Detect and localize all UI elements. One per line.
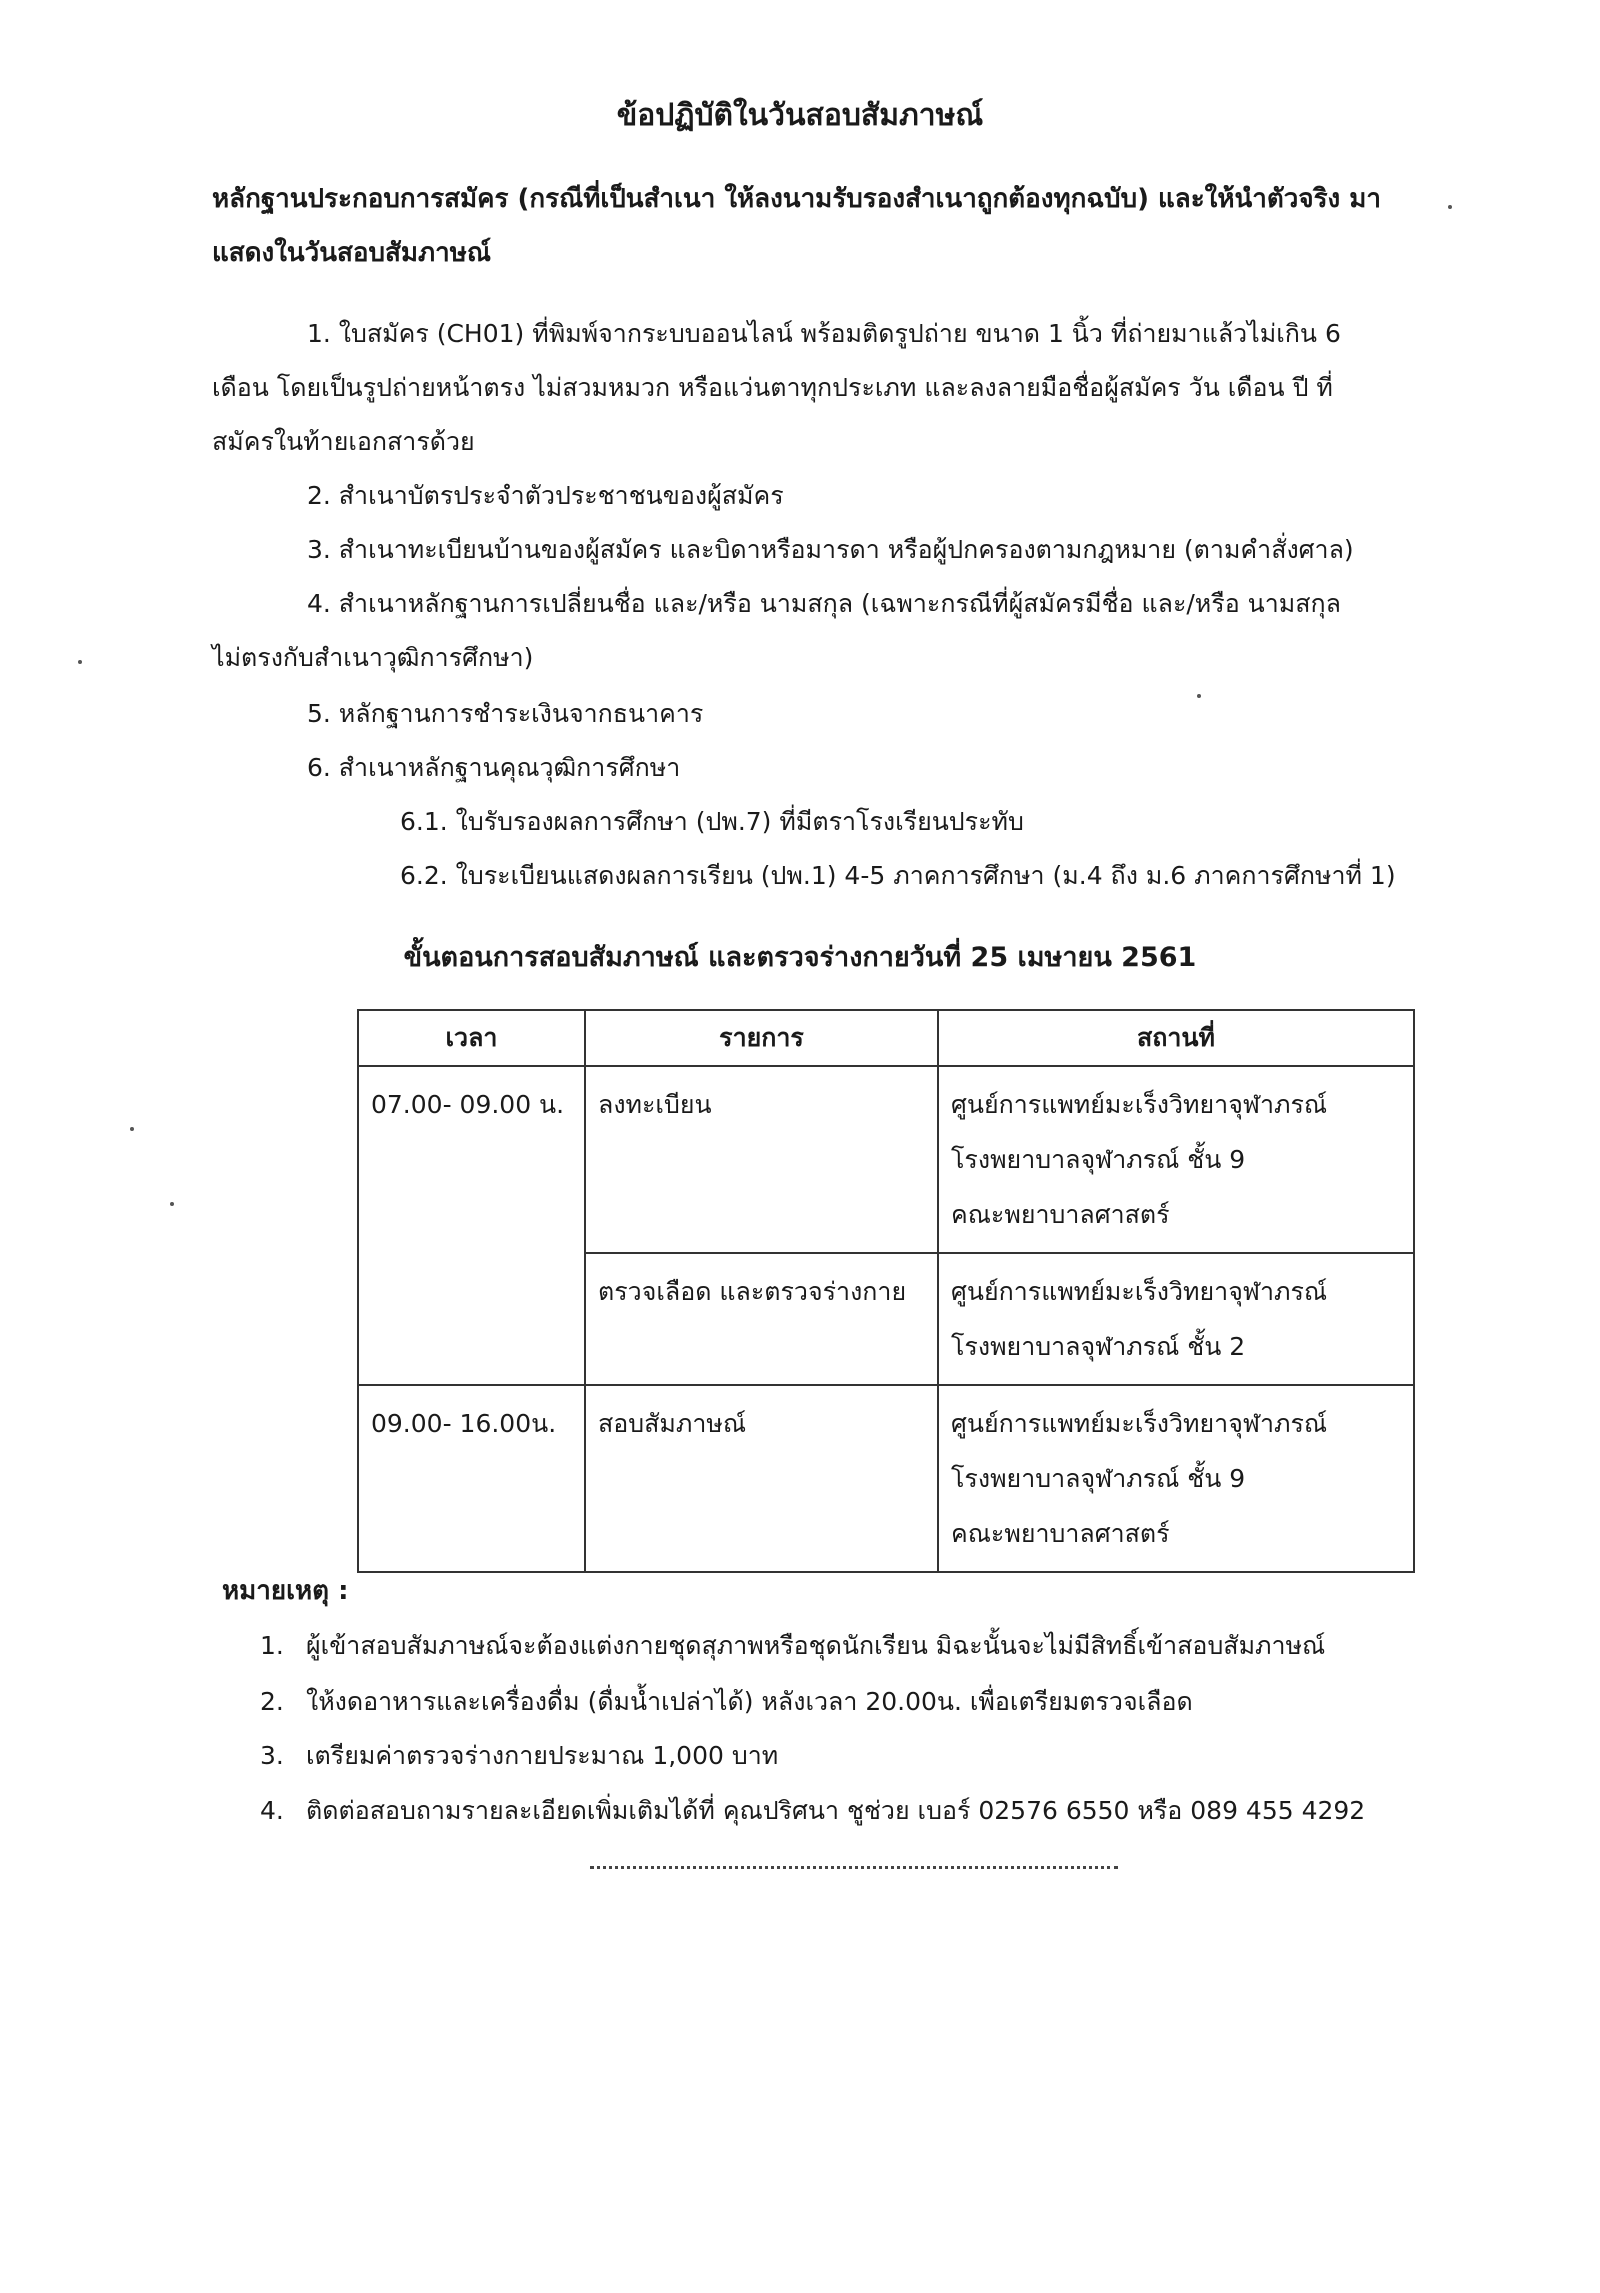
activity-cell: ตรวจเลือด และตรวจร่างกาย [585,1253,938,1385]
place-line: โรงพยาบาลจุฬาภรณ์ ชั้น 9 [951,1145,1246,1174]
note-text: ให้งดอาหารและเครื่องดื่ม (ดื่มน้ำเปล่าได้) หลังเวลา 20.00น. เพื่อเตรียมตรวจเลือด [306,1687,1193,1716]
note-number: 2. [260,1687,284,1716]
document-item-6-2: 6.2. ใบระเบียนแสดงผลการเรียน (ปพ.1) 4-5 ภาคการศึกษา (ม.4 ถึง ม.6 ภาคการศึกษาที่ 1) [400,861,1396,890]
note-number: 4. [260,1796,284,1825]
document-item-6-1: 6.1. ใบรับรองผลการศึกษา (ปพ.7) ที่มีตราโรงเรียนประทับ [400,807,1024,836]
time-cell: 07.00- 09.00 น. [358,1066,585,1385]
table-header-row [358,1010,1414,1066]
scan-speck [1448,205,1452,209]
document-item-1: 1. ใบสมัคร (CH01) ที่พิมพ์จากระบบออนไลน์ พร้อมติดรูปถ่าย ขนาด 1 นิ้ว ที่ถ่ายมาแล้วไม่เกิน 6 [307,319,1341,348]
place-cell [938,1385,1414,1572]
scan-speck [170,1202,174,1206]
note-number: 1. [260,1631,284,1660]
scan-speck [1197,694,1201,698]
place-line: ศูนย์การแพทย์มะเร็งวิทยาจุฬาภรณ์ [951,1090,1328,1119]
document-item-2: 2. สำเนาบัตรประจำตัวประชาชนของผู้สมัคร [307,481,784,510]
time-cell: 09.00- 16.00น. [358,1385,585,1572]
note-item [260,1682,1193,1722]
document-item-3: 3. สำเนาทะเบียนบ้านของผู้สมัคร และบิดาหรือมารดา หรือผู้ปกครองตามกฎหมาย (ตามคำสั่งศาล) [307,535,1354,564]
place-cell [938,1066,1414,1253]
table-row [358,1385,1414,1572]
scan-speck [130,1127,134,1131]
document-item-5: 5. หลักฐานการชำระเงินจากธนาคาร [307,699,704,728]
notes-title: หมายเหตุ : [222,1576,349,1606]
place-line: โรงพยาบาลจุฬาภรณ์ ชั้น 2 [951,1332,1246,1361]
document-item-1-cont2: สมัครในท้ายเอกสารด้วย [212,427,475,456]
note-text: ผู้เข้าสอบสัมภาษณ์จะต้องแต่งกายชุดสุภาพหรือชุดนักเรียน มิฉะนั้นจะไม่มีสิทธิ์เข้าสอบสัมภาษณ์ [306,1631,1326,1660]
place-line: คณะพยาบาลศาสตร์ [951,1519,1170,1548]
document-item-1-cont: เดือน โดยเป็นรูปถ่ายหน้าตรง ไม่สวมหมวก หรือแว่นตาทุกประเภท และลงลายมือชื่อผู้สมัคร วัน เดือน ปี ที่ [212,373,1333,402]
place-line: ศูนย์การแพทย์มะเร็งวิทยาจุฬาภรณ์ [951,1409,1328,1438]
activity-cell: สอบสัมภาษณ์ [585,1385,938,1572]
page-title: ข้อปฏิบัติในวันสอบสัมภาษณ์ [616,98,984,133]
note-item [260,1626,1325,1666]
header-time: เวลา [358,1010,585,1066]
place-line: คณะพยาบาลศาสตร์ [951,1200,1170,1229]
header-activity: รายการ [585,1010,938,1066]
note-text: ติดต่อสอบถามรายละเอียดเพิ่มเติมได้ที่ คุณปริศนา ชูช่วย เบอร์ 02576 6550 หรือ 089 455 4292 [306,1796,1366,1825]
schedule-title: ขั้นตอนการสอบสัมภาษณ์ และตรวจร่างกายวันที่ 25 เมษายน 2561 [403,942,1197,973]
place-cell [938,1253,1414,1385]
header-place: สถานที่ [938,1010,1414,1066]
note-number: 3. [260,1741,284,1770]
note-item [260,1736,778,1776]
place-line: โรงพยาบาลจุฬาภรณ์ ชั้น 9 [951,1464,1246,1493]
document-item-4: 4. สำเนาหลักฐานการเปลี่ยนชื่อ และ/หรือ นามสกุล (เฉพาะกรณีที่ผู้สมัครมีชื่อ และ/หรือ นามสกุล [307,589,1341,618]
note-item [260,1791,1365,1831]
table-row [358,1066,1414,1253]
intro-paragraph: หลักฐานประกอบการสมัคร (กรณีที่เป็นสำเนา ให้ลงนามรับรองสำเนาถูกต้องทุกฉบับ) และให้นำตัวจริง มาแสดงในวันสอบสัมภาษณ์ [212,184,1382,268]
activity-cell: ลงทะเบียน [585,1066,938,1253]
document-item-6: 6. สำเนาหลักฐานคุณวุฒิการศึกษา [307,753,681,782]
scan-speck [78,660,82,664]
document-item-4-cont: ไม่ตรงกับสำเนาวุฒิการศึกษา) [212,643,534,672]
place-line: ศูนย์การแพทย์มะเร็งวิทยาจุฬาภรณ์ [951,1277,1328,1306]
schedule-table [357,1009,1415,1573]
dotted-divider [590,1866,1118,1869]
note-text: เตรียมค่าตรวจร่างกายประมาณ 1,000 บาท [306,1741,779,1770]
